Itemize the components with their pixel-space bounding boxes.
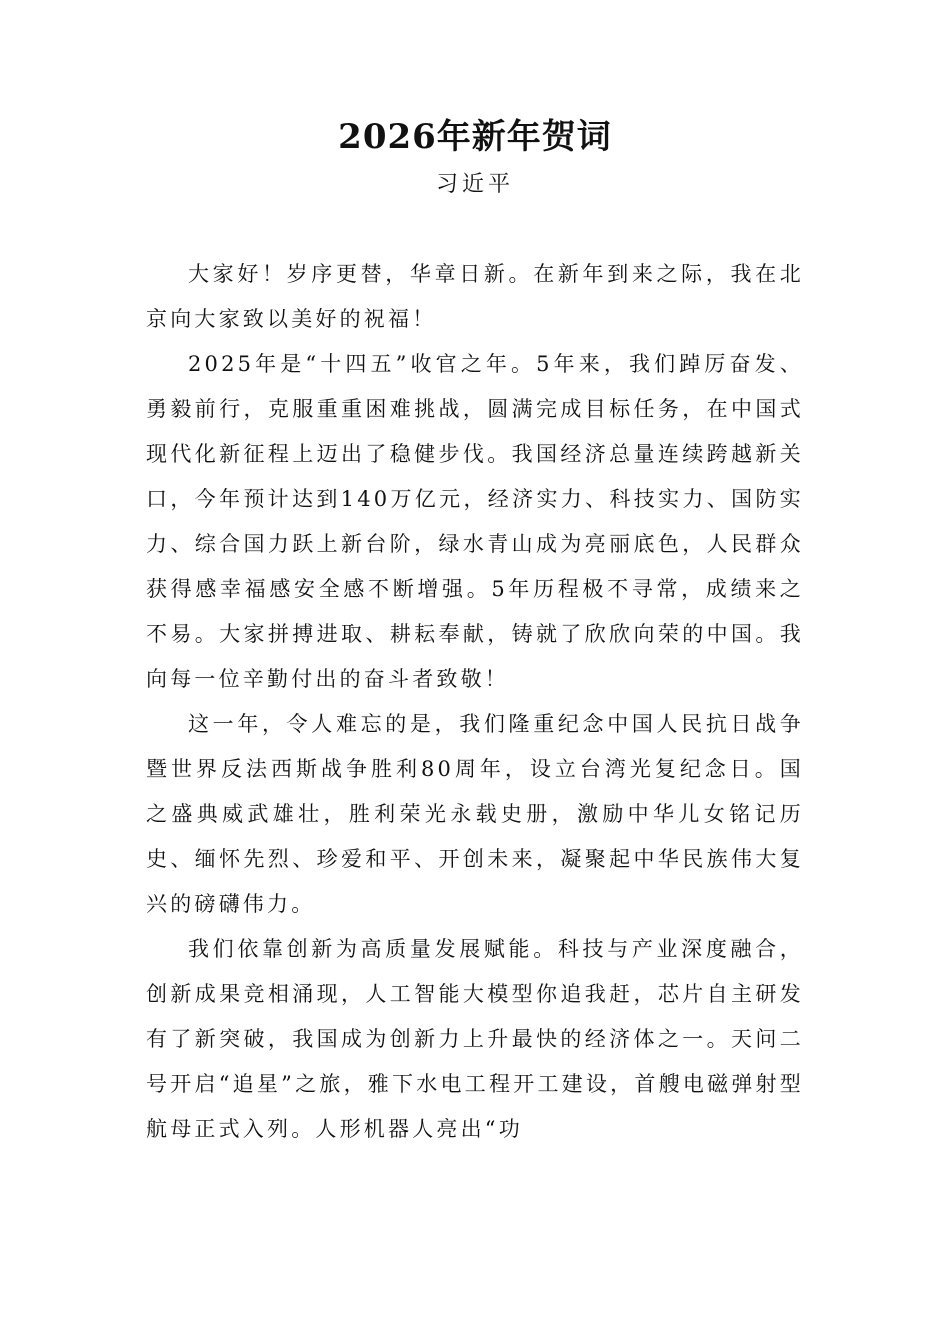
paragraph: 这一年，令人难忘的是，我们隆重纪念中国人民抗日战争暨世界反法西斯战争胜利80周年，设立台湾光复纪念日。国之盛典威武雄壮，胜利荣光永载史册，激励中华儿女铭记历史、缅怀先烈、珍爱和平、开创未来，凝聚起中华民族伟大复兴的磅礴伟力。 bbox=[146, 712, 804, 916]
document-body bbox=[146, 252, 804, 1152]
document-author: 习近平 bbox=[435, 172, 514, 197]
paragraph: 我们依靠创新为高质量发展赋能。科技与产业深度融合，创新成果竞相涌现，人工智能大模型你追我赶，芯片自主研发有了新突破，我国成为创新力上升最快的经济体之一。天问二号开启“追星”之旅，雅下水电工程开工建设，首艘电磁弹射型航母正式入列。人形机器人亮出“功 bbox=[146, 937, 804, 1141]
document-title: 2026年新年贺词 bbox=[338, 117, 612, 157]
paragraph: 大家好！岁序更替，华章日新。在新年到来之际，我在北京向大家致以美好的祝福！ bbox=[146, 262, 804, 331]
paragraph: 2025年是“十四五”收官之年。5年来，我们踔厉奋发、勇毅前行，克服重重困难挑战，圆满完成目标任务，在中国式现代化新征程上迈出了稳健步伐。我国经济总量连续跨越新关口，今年预计达到140万亿元，经济实力、科技实力、国防实力、综合国力跃上新台阶，绿水青山成为亮丽底色，人民群众获得感幸福感安全感不断增强。5年历程极不寻常，成绩来之不易。大家拼搏进取、耕耘奉献，铸就了欣欣向荣的中国。我向每一位辛勤付出的奋斗者致敬！ bbox=[146, 352, 804, 691]
